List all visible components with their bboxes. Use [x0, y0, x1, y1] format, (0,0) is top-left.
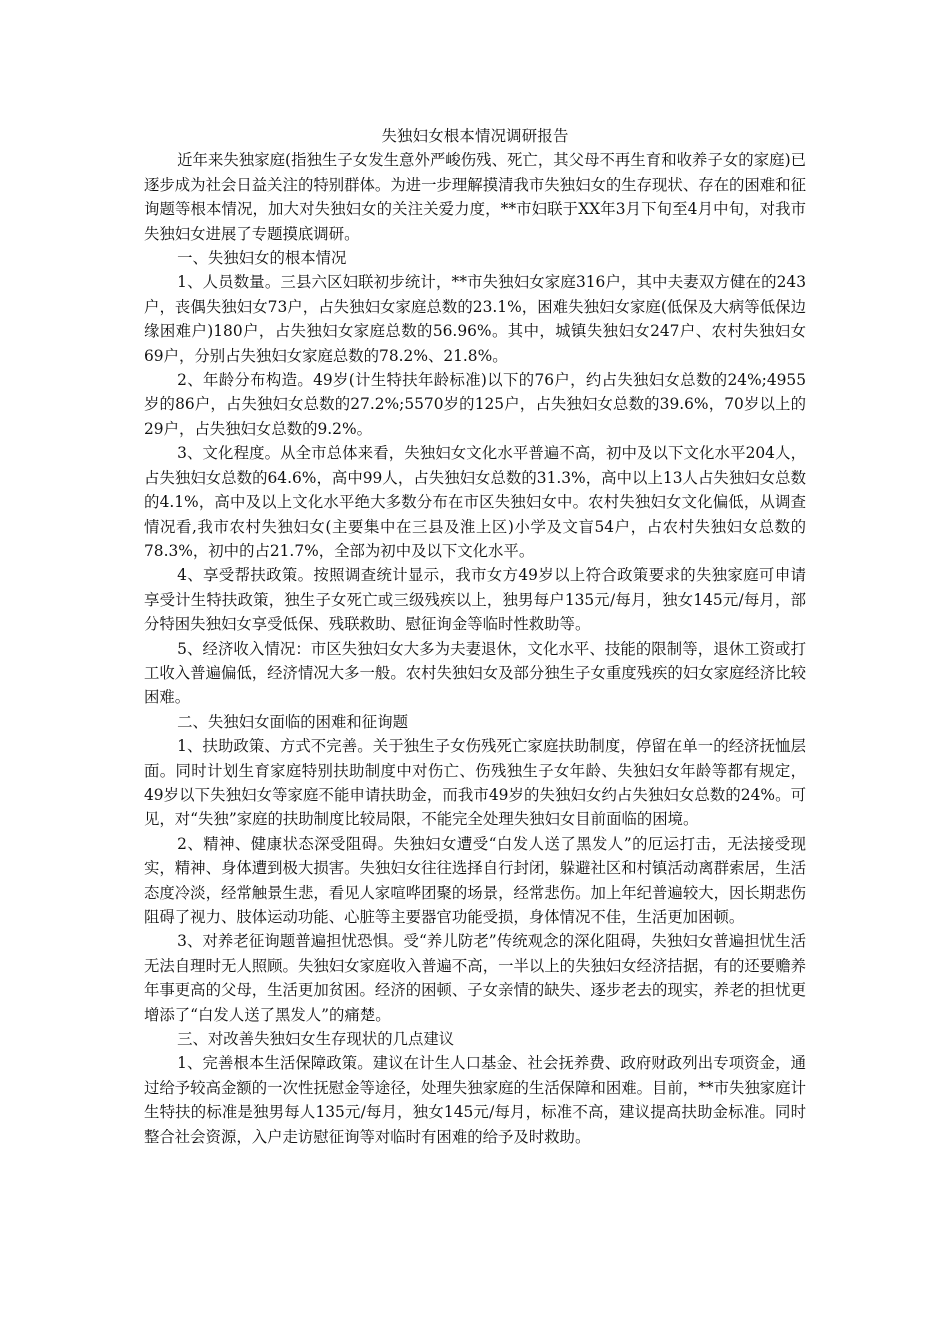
paragraph-policy-deficiency: 1、扶助政策、方式不完善。关于独生子女伤残死亡家庭扶助制度，停留在单一的经济抚恤层面。同时计划生育家庭特别扶助制度中对伤亡、伤残独生子女年龄、失独妇女年龄等都有规定，49岁以下失独妇女等家庭不能申请扶助金，而我市49岁的失独妇女约占失独妇女总数的24%。可见，对“失独”家庭的扶助制度比较局限，不能完全处理失独妇女目前面临的困境。: [144, 737, 806, 829]
intro-paragraph: 近年来失独家庭(指独生子女发生意外严峻伤残、死亡，其父母不再生育和收养子女的家庭)已逐步成为社会日益关注的特别群体。为进一步理解摸清我市失独妇女的生存现状、存在的困难和征询题等根本情况，加大对失独妇女的关注关爱力度，**市妇联于XX年3月下旬至4月中旬，对我市失独妇女进展了专题摸底调研。: [144, 151, 806, 243]
paragraph-elderly-care: 3、对养老征询题普遍担忧恐惧。受“养儿防老”传统观念的深化阻碍，失独妇女普遍担忧生活无法自理时无人照顾。失独妇女家庭收入普遍不高，一半以上的失独妇女经济拮据，有的还要赡养年事更高的父母，生活更加贫困。经济的困顿、子女亲情的缺失、逐步老去的现实，养老的担忧更增添了“白发人送了黑发人”的痛楚。: [144, 932, 806, 1024]
document-title: 失独妇女根本情况调研报告: [381, 127, 569, 145]
section-heading-2: 二、失独妇女面临的困难和征询题: [177, 712, 408, 731]
paragraph-age-distribution: 2、年龄分布构造。49岁(计生特扶年龄标准)以下的76户，约占失独妇女总数的24%;4955岁的86户，占失独妇女总数的27.2%;5570岁的125户，占失独妇女总数的39.6%，70岁以上的29户，占失独妇女总数的9.2%。: [144, 371, 806, 438]
paragraph-economic-income: 5、经济收入情况：市区失独妇女大多为夫妻退休，文化水平、技能的限制等，退休工资或打工收入普遍偏低，经济情况大多一般。农村失独妇女及部分独生子女重度残疾的妇女家庭经济比较困难。: [144, 639, 806, 707]
paragraph-basic-living-guarantee: 1、完善根本生活保障政策。建议在计生人口基金、社会抚养费、政府财政列出专项资金，通过给予较高金额的一次性抚慰金等途径，处理失独家庭的生活保障和困难。目前，**市失独家庭计生特扶的标准是独男每人135元/每月，独女145元/每月，标准不高，建议提高扶助金标准。同时整合社会资源，入户走访慰征询等对临时有困难的给予及时救助。: [144, 1054, 806, 1146]
paragraph-support-policy: 4、享受帮扶政策。按照调查统计显示，我市女方49岁以上符合政策要求的失独家庭可申请享受计生特扶政策，独生子女死亡或三级残疾以上，独男每户135元/每月，独女145元/每月，部分特困失独妇女享受低保、残联救助、慰征询金等临时性救助等。: [144, 566, 806, 634]
paragraph-personnel-count: 1、人员数量。三县六区妇联初步统计，**市失独妇女家庭316户，其中夫妻双方健在的243户，丧偶失独妇女73户，占失独妇女家庭总数的23.1%，困难失独妇女家庭(低保及大病等低保边缘困难户)180户，占失独妇女家庭总数的56.96%。其中，城镇失独妇女247户、农村失独妇女69户，分别占失独妇女家庭总数的78.2%、21.8%。: [144, 273, 806, 365]
document-body: [144, 124, 806, 1149]
paragraph-education-level: 3、文化程度。从全市总体来看，失独妇女文化水平普遍不高，初中及以下文化水平204人，占失独妇女总数的64.6%，高中99人，占失独妇女总数的31.3%，高中以上13人占失独妇女总数的4.1%，高中及以上文化水平绝大多数分布在市区失独妇女中。农村失独妇女文化偏低，从调查情况看,我市农村失独妇女(主要集中在三县及淮上区)小学及文盲54户，占农村失独妇女总数的78.3%，初中的占21.7%，全部为初中及以下文化水平。: [144, 444, 806, 560]
paragraph-mental-health: 2、精神、健康状态深受阻碍。失独妇女遭受“白发人送了黑发人”的厄运打击，无法接受现实，精神、身体遭到极大损害。失独妇女往往选择自行封闭，躲避社区和村镇活动离群索居，生活态度冷淡，经常触景生悲，看见人家喧哗团聚的场景，经常悲伤。加上年纪普遍较大，因长期悲伤阻碍了视力、肢体运动功能、心脏等主要器官功能受损，身体情况不佳，生活更加困顿。: [144, 834, 806, 926]
section-heading-1: 一、失独妇女的根本情况: [177, 249, 347, 268]
section-heading-3: 三、对改善失独妇女生存现状的几点建议: [177, 1030, 455, 1049]
